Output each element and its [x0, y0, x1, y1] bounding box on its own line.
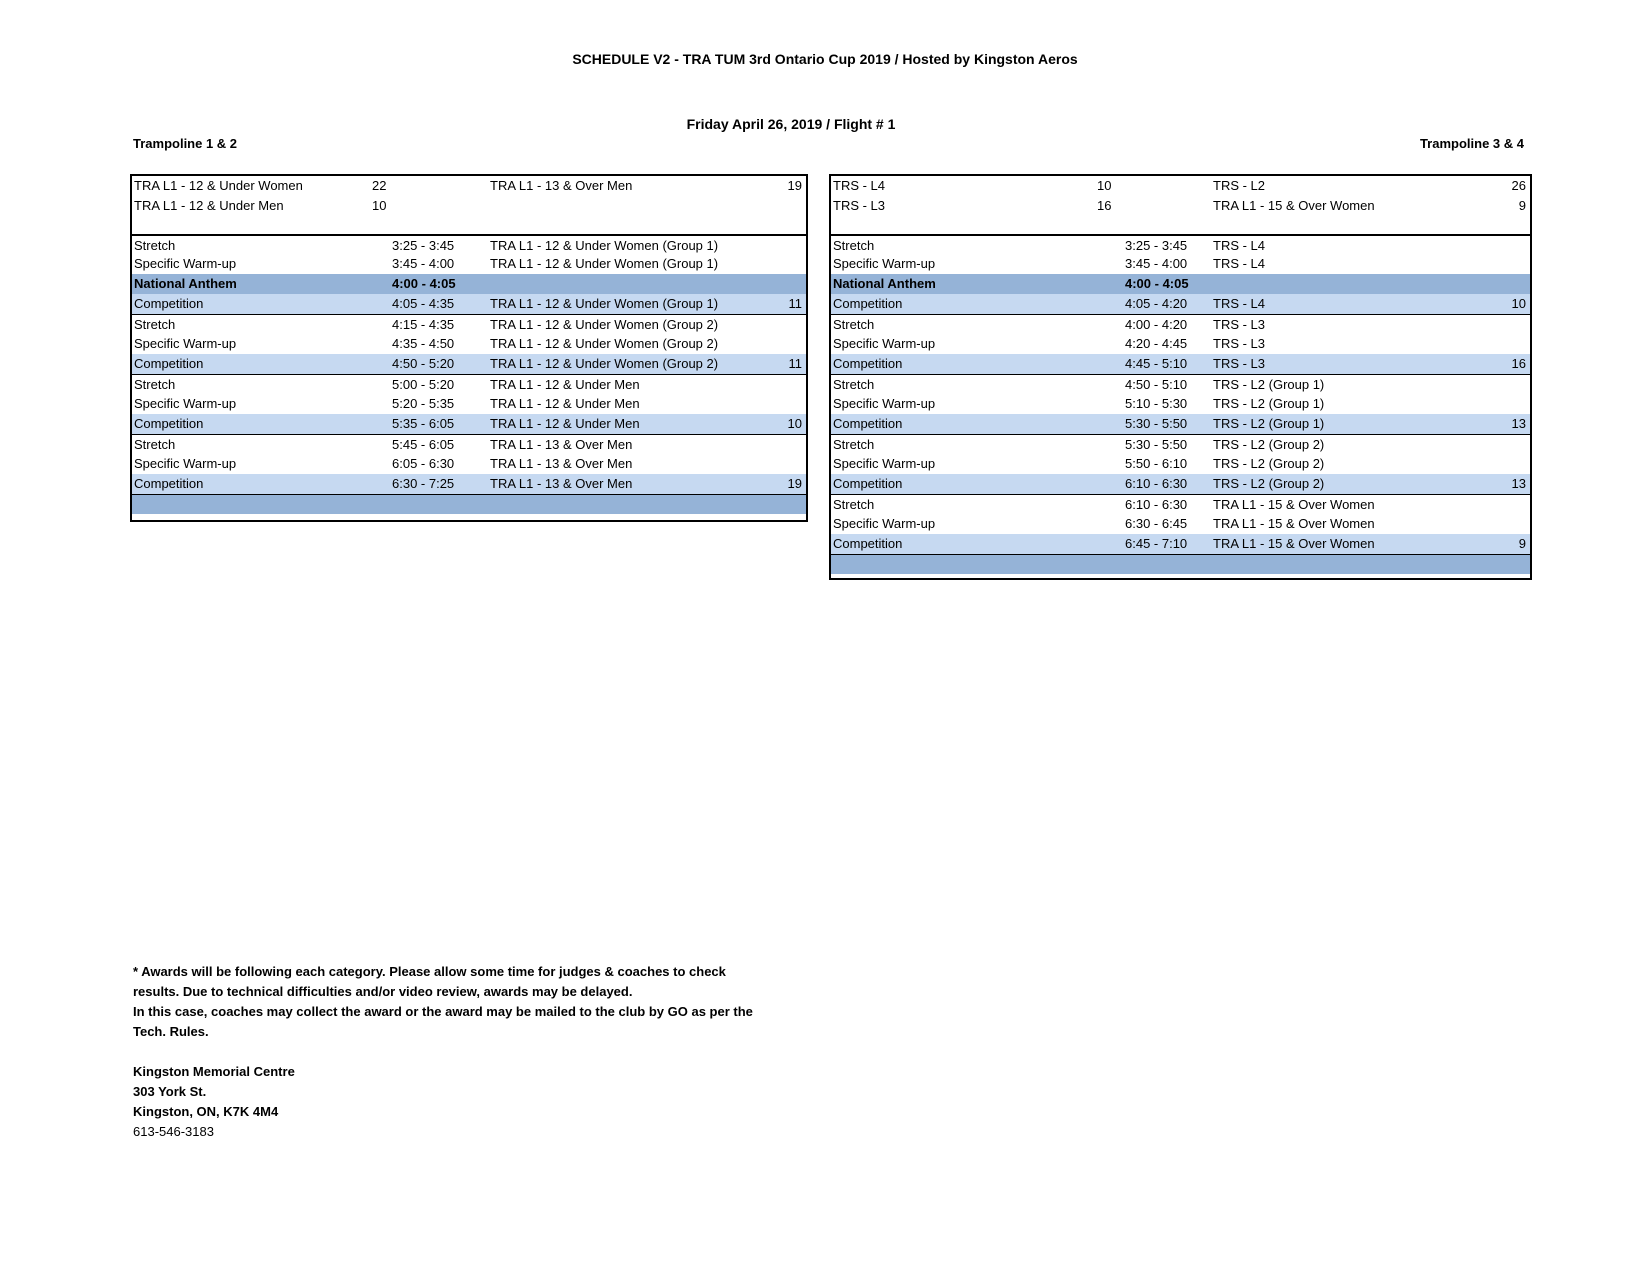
event-name: TRA L1 - 12 & Under Women (Group 1) [490, 256, 719, 271]
event-name: TRA L1 - 12 & Under Women (Group 2) [490, 356, 719, 371]
event-name: TRS - L3 [1213, 317, 1266, 332]
schedule-row [132, 374, 806, 394]
time-slot: 5:30 - 5:50 [1125, 416, 1188, 431]
time-slot: 5:35 - 6:05 [392, 416, 455, 431]
schedule-date-flight: Friday April 26, 2019 / Flight # 1 [686, 116, 896, 132]
summary-count: 22 [372, 178, 387, 193]
athlete-count: 10 [787, 416, 802, 431]
summary-category: TRA L1 - 12 & Under Men [134, 198, 284, 213]
schedule-row [831, 254, 1530, 274]
time-slot: 4:35 - 4:50 [392, 336, 455, 351]
event-name: TRA L1 - 12 & Under Women (Group 2) [490, 336, 719, 351]
venue-city: Kingston, ON, K7K 4M4 [133, 1104, 279, 1119]
note-line: Tech. Rules. [133, 1024, 209, 1039]
time-slot: 5:50 - 6:10 [1125, 456, 1188, 471]
summary-count: 19 [787, 178, 802, 193]
schedule-row [831, 294, 1530, 314]
activity-label: Stretch [833, 238, 875, 253]
time-slot: 4:15 - 4:35 [392, 317, 455, 332]
activity-label: Stretch [134, 377, 176, 392]
activity-label: Competition [833, 476, 903, 491]
schedule-row [831, 314, 1530, 334]
activity-label: Specific Warm-up [833, 456, 936, 471]
time-slot: 4:50 - 5:20 [392, 356, 455, 371]
activity-label: Specific Warm-up [134, 456, 237, 471]
event-name: TRA L1 - 12 & Under Women (Group 1) [490, 296, 719, 311]
summary-count: 16 [1097, 198, 1112, 213]
activity-label: Competition [833, 356, 903, 371]
activity-label: Competition [134, 476, 204, 491]
schedule-row [831, 434, 1530, 454]
athlete-count: 13 [1511, 476, 1526, 491]
time-slot: 5:30 - 5:50 [1125, 437, 1188, 452]
event-name: TRA L1 - 15 & Over Women [1213, 536, 1375, 551]
summary-count: 9 [1518, 198, 1526, 213]
activity-label: Competition [833, 416, 903, 431]
event-name: TRA L1 - 13 & Over Men [490, 437, 633, 452]
event-name: TRS - L2 (Group 1) [1213, 396, 1325, 411]
event-name: TRA L1 - 13 & Over Men [490, 476, 633, 491]
event-name: TRS - L2 (Group 2) [1213, 456, 1325, 471]
event-name: TRS - L2 (Group 2) [1213, 476, 1325, 491]
time-slot: 5:20 - 5:35 [392, 396, 455, 411]
summary-row [831, 176, 1530, 196]
schedule-row [132, 254, 806, 274]
right-venue-label: Trampoline 3 & 4 [1419, 136, 1524, 151]
summary-count: 10 [1097, 178, 1112, 193]
venue-name: Kingston Memorial Centre [133, 1064, 295, 1079]
note-line: * Awards will be following each category. Please allow some time for judges & coaches to check [133, 964, 726, 979]
activity-label: Specific Warm-up [134, 256, 237, 271]
event-name: TRS - L4 [1213, 238, 1266, 253]
event-name: TRA L1 - 12 & Under Men [490, 377, 640, 392]
event-name: TRS - L3 [1213, 356, 1266, 371]
schedule-row [132, 334, 806, 354]
left-schedule-table [130, 174, 808, 522]
event-name: TRS - L2 (Group 1) [1213, 416, 1325, 431]
summary-category: TRS - L3 [833, 198, 886, 213]
schedule-row [831, 534, 1530, 554]
venue-street: 303 York St. [133, 1084, 207, 1099]
activity-label: Competition [833, 296, 903, 311]
time-slot: 6:05 - 6:30 [392, 456, 455, 471]
table-footer-band [831, 554, 1530, 574]
athlete-count: 19 [787, 476, 802, 491]
activity-label: Specific Warm-up [134, 396, 237, 411]
schedule-row [132, 234, 806, 254]
schedule-row [831, 354, 1530, 374]
activity-label: Specific Warm-up [833, 396, 936, 411]
time-slot: 4:00 - 4:05 [1125, 276, 1189, 291]
event-name: TRS - L3 [1213, 336, 1266, 351]
summary-row [132, 196, 806, 216]
schedule-row [132, 474, 806, 494]
activity-label: Stretch [134, 317, 176, 332]
activity-label: Specific Warm-up [833, 336, 936, 351]
athlete-count: 11 [788, 356, 802, 371]
schedule-row [132, 394, 806, 414]
summary-category: TRS - L4 [833, 178, 886, 193]
athlete-count: 10 [1511, 296, 1526, 311]
time-slot: 4:05 - 4:20 [1125, 296, 1188, 311]
activity-label: National Anthem [833, 276, 936, 291]
event-name: TRA L1 - 12 & Under Men [490, 416, 640, 431]
event-name: TRA L1 - 15 & Over Women [1213, 497, 1375, 512]
time-slot: 5:10 - 5:30 [1125, 396, 1188, 411]
activity-label: Stretch [833, 377, 875, 392]
event-name: TRA L1 - 12 & Under Women (Group 2) [490, 317, 719, 332]
time-slot: 4:00 - 4:20 [1125, 317, 1188, 332]
time-slot: 6:30 - 7:25 [392, 476, 455, 491]
right-schedule-table [829, 174, 1532, 580]
event-name: TRS - L2 (Group 1) [1213, 377, 1325, 392]
event-name: TRS - L2 (Group 2) [1213, 437, 1325, 452]
athlete-count: 13 [1511, 416, 1526, 431]
schedule-row [831, 474, 1530, 494]
athlete-count: 11 [788, 296, 802, 311]
time-slot: 5:00 - 5:20 [392, 377, 455, 392]
activity-label: Competition [134, 356, 204, 371]
venue-phone: 613-546-3183 [133, 1124, 214, 1139]
activity-label: Specific Warm-up [833, 516, 936, 531]
schedule-row [132, 294, 806, 314]
activity-label: Competition [134, 296, 204, 311]
table-footer-band [132, 494, 806, 514]
activity-label: Stretch [833, 437, 875, 452]
note-line: In this case, coaches may collect the award or the award may be mailed to the club by GO as per the [133, 1004, 753, 1019]
activity-label: Stretch [833, 317, 875, 332]
note-line: results. Due to technical difficulties and/or video review, awards may be delayed. [133, 984, 633, 999]
summary-row [132, 176, 806, 196]
activity-label: Competition [833, 536, 903, 551]
event-name: TRS - L4 [1213, 296, 1266, 311]
schedule-row [831, 514, 1530, 534]
summary-category: TRS - L2 [1213, 178, 1266, 193]
time-slot: 3:25 - 3:45 [1125, 238, 1188, 253]
time-slot: 6:10 - 6:30 [1125, 476, 1188, 491]
time-slot: 4:00 - 4:05 [392, 276, 456, 291]
awards-notes [133, 962, 813, 1042]
time-slot: 4:50 - 5:10 [1125, 377, 1188, 392]
schedule-row [831, 414, 1530, 434]
schedule-row [132, 414, 806, 434]
time-slot: 6:30 - 6:45 [1125, 516, 1188, 531]
time-slot: 3:25 - 3:45 [392, 238, 455, 253]
activity-label: National Anthem [134, 276, 237, 291]
activity-label: Stretch [833, 497, 875, 512]
time-slot: 4:05 - 4:35 [392, 296, 455, 311]
schedule-row [132, 274, 806, 294]
schedule-row [831, 274, 1530, 294]
time-slot: 4:20 - 4:45 [1125, 336, 1188, 351]
summary-category: TRA L1 - 15 & Over Women [1213, 198, 1375, 213]
schedule-row [831, 334, 1530, 354]
time-slot: 6:10 - 6:30 [1125, 497, 1188, 512]
summary-row [831, 196, 1530, 216]
activity-label: Specific Warm-up [833, 256, 936, 271]
activity-label: Stretch [134, 238, 176, 253]
time-slot: 3:45 - 4:00 [1125, 256, 1188, 271]
schedule-row [831, 234, 1530, 254]
summary-category: TRA L1 - 12 & Under Women [134, 178, 303, 193]
schedule-row [132, 454, 806, 474]
schedule-row [831, 374, 1530, 394]
venue-address [133, 1062, 295, 1142]
summary-count: 26 [1511, 178, 1526, 193]
time-slot: 4:45 - 5:10 [1125, 356, 1188, 371]
summary-category: TRA L1 - 13 & Over Men [490, 178, 633, 193]
activity-label: Competition [134, 416, 204, 431]
schedule-row [831, 394, 1530, 414]
event-name: TRS - L4 [1213, 256, 1266, 271]
time-slot: 5:45 - 6:05 [392, 437, 455, 452]
time-slot: 3:45 - 4:00 [392, 256, 455, 271]
athlete-count: 16 [1511, 356, 1526, 371]
time-slot: 6:45 - 7:10 [1125, 536, 1188, 551]
document-title: SCHEDULE V2 - TRA TUM 3rd Ontario Cup 2019 / Hosted by Kingston Aeros [572, 51, 1078, 67]
schedule-row [831, 454, 1530, 474]
event-name: TRA L1 - 12 & Under Men [490, 396, 640, 411]
schedule-row [132, 314, 806, 334]
schedule-row [132, 434, 806, 454]
schedule-row [132, 354, 806, 374]
athlete-count: 9 [1518, 536, 1526, 551]
event-name: TRA L1 - 12 & Under Women (Group 1) [490, 238, 719, 253]
event-name: TRA L1 - 15 & Over Women [1213, 516, 1375, 531]
activity-label: Specific Warm-up [134, 336, 237, 351]
left-venue-label: Trampoline 1 & 2 [133, 136, 238, 151]
event-name: TRA L1 - 13 & Over Men [490, 456, 633, 471]
activity-label: Stretch [134, 437, 176, 452]
schedule-row [831, 494, 1530, 514]
summary-count: 10 [372, 198, 387, 213]
